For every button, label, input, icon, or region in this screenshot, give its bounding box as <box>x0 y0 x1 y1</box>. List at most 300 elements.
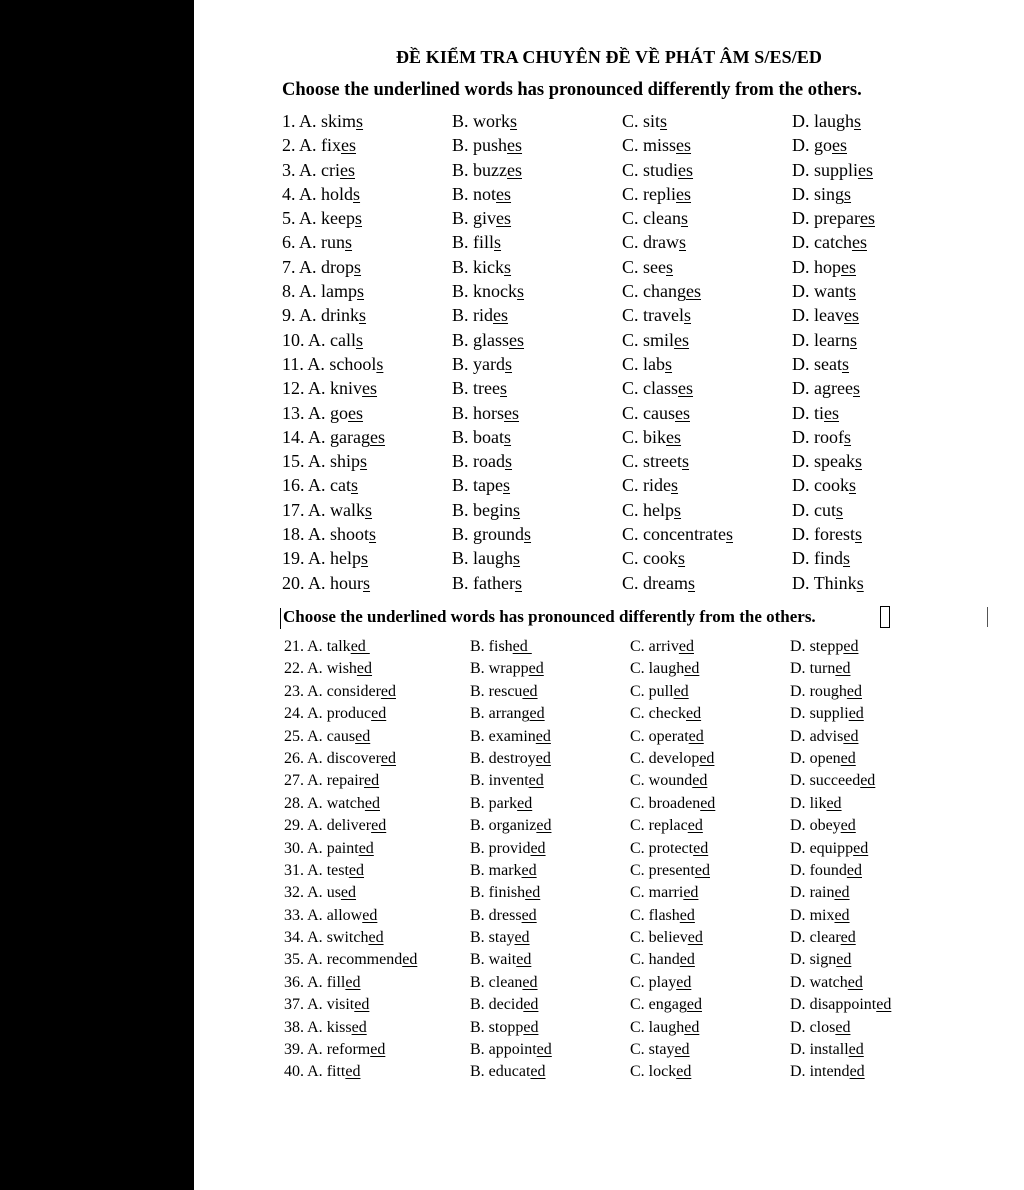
underlined-suffix: ed <box>354 996 370 1014</box>
option-d: D. cleared <box>790 929 856 947</box>
question-row <box>282 133 932 157</box>
option-d: D. laughs <box>792 111 862 131</box>
word-stem: present <box>648 861 695 879</box>
underlined-suffix: es <box>509 329 525 350</box>
option-c: C. protected <box>630 839 709 857</box>
option-d: D. opened <box>790 749 856 767</box>
underlined-suffix: ed <box>522 682 538 700</box>
option-c: C. studies <box>622 159 694 180</box>
question-number: 13. <box>282 402 305 423</box>
underlined-suffix: s <box>849 475 857 496</box>
option-d: D. cuts <box>792 499 844 520</box>
underlined-suffix: ed <box>370 1041 386 1059</box>
option-a: 37. A. visited <box>284 996 370 1014</box>
question-row <box>284 905 930 927</box>
underlined-suffix: ed <box>356 660 373 678</box>
word-stem: cut <box>814 499 836 520</box>
underlined-suffix: es <box>507 135 523 156</box>
question-number: 29. <box>284 817 304 835</box>
option-d: D. goes <box>792 135 847 156</box>
word-stem: deliver <box>326 817 372 835</box>
underlined-suffix: s <box>678 548 686 569</box>
word-stem: disappoint <box>809 996 877 1014</box>
underlined-suffix: s <box>351 475 359 496</box>
underlined-suffix: ed <box>848 1041 864 1059</box>
question-row <box>282 109 932 133</box>
word-stem: chang <box>643 281 686 302</box>
underlined-suffix: es <box>340 159 355 180</box>
word-stem: stay <box>648 1041 675 1059</box>
option-a: 31. A. tested <box>284 861 365 879</box>
underlined-suffix: ed <box>699 749 715 767</box>
underlined-suffix: s <box>680 208 688 229</box>
option-b: B. wrapped <box>470 660 544 678</box>
question-row <box>284 1061 930 1083</box>
option-c: C. operated <box>630 727 704 745</box>
option-b: B. fished <box>470 638 532 655</box>
word-stem: call <box>330 329 356 350</box>
question-number: 14. <box>282 426 305 447</box>
word-stem: sign <box>809 951 837 969</box>
option-d: D. signed <box>790 951 852 969</box>
underlined-suffix: s <box>356 111 364 131</box>
option-a: 23. A. considered <box>284 682 396 700</box>
word-stem: cook <box>814 475 849 496</box>
underlined-suffix: s <box>500 378 508 399</box>
option-d: D. seats <box>792 353 849 374</box>
option-d: D. obeyed <box>790 817 856 835</box>
underlined-suffix: ed <box>679 951 695 969</box>
question-row <box>282 206 932 230</box>
underlined-suffix: ed <box>846 682 862 700</box>
option-c: C. travels <box>622 305 692 326</box>
option-b: B. decided <box>470 996 539 1014</box>
underlined-suffix: s <box>513 499 521 520</box>
option-d: D. supplied <box>790 705 864 723</box>
section1-questions <box>282 109 932 595</box>
option-c: C. cooks <box>622 548 686 569</box>
underlined-suffix: ed <box>836 951 852 969</box>
question-row <box>284 860 930 882</box>
underlined-suffix: ed <box>684 660 700 678</box>
option-d: D. learns <box>792 329 857 350</box>
underlined-suffix: ed <box>350 638 370 655</box>
word-stem: appoint <box>488 1041 537 1059</box>
underlined-suffix: ed <box>684 1018 700 1036</box>
option-b: B. kicks <box>452 256 512 277</box>
underlined-suffix: ed <box>535 749 551 767</box>
option-a: 8. A. lamps <box>282 281 365 302</box>
option-b: B. parked <box>470 794 533 812</box>
word-stem: dream <box>643 572 688 593</box>
underlined-suffix: ed <box>536 817 552 835</box>
question-number: 33. <box>284 906 304 924</box>
option-d: D. roofs <box>792 426 852 447</box>
word-stem: found <box>809 861 847 879</box>
underlined-suffix: es <box>370 426 385 447</box>
underlined-suffix: es <box>832 135 847 156</box>
underlined-suffix: s <box>524 524 532 545</box>
word-stem: forest <box>814 524 855 545</box>
option-b: B. marked <box>470 861 537 879</box>
word-stem: father <box>473 572 515 593</box>
word-stem: seat <box>814 353 842 374</box>
question-row <box>282 376 932 400</box>
word-stem: stepp <box>809 638 844 655</box>
question-row <box>282 352 932 376</box>
underlined-suffix: ed <box>521 906 537 924</box>
word-stem: caus <box>643 402 675 423</box>
underlined-suffix: es <box>824 402 840 423</box>
question-row <box>284 994 930 1016</box>
underlined-suffix: ed <box>364 794 380 812</box>
underlined-suffix: ed <box>348 861 365 879</box>
word-stem: studi <box>643 159 679 180</box>
question-row <box>284 793 930 815</box>
word-stem: class <box>643 378 679 399</box>
word-stem: laugh <box>814 111 854 131</box>
underlined-suffix: s <box>844 426 852 447</box>
word-stem: turn <box>809 660 836 678</box>
option-d: D. prepares <box>792 208 875 229</box>
word-stem: wrapp <box>488 660 529 678</box>
underlined-suffix: ed <box>687 817 703 835</box>
word-stem: not <box>473 183 497 204</box>
question-row <box>282 473 932 497</box>
word-stem: want <box>814 281 849 302</box>
option-a: 16. A. cats <box>282 475 359 496</box>
option-c: C. presented <box>630 861 710 879</box>
question-number: 8. <box>282 281 296 302</box>
underlined-suffix: ed <box>528 772 544 790</box>
word-stem: glass <box>473 329 510 350</box>
option-d: D. closed <box>790 1018 851 1036</box>
option-a: 9. A. drinks <box>282 305 367 326</box>
option-b: B. buzzes <box>452 159 522 180</box>
word-stem: obey <box>809 817 841 835</box>
underlined-suffix: ed <box>380 749 396 767</box>
question-row <box>282 255 932 279</box>
word-stem: lamp <box>321 281 358 302</box>
underlined-suffix: ed <box>528 660 544 678</box>
option-c: C. misses <box>622 135 692 156</box>
option-d: D. founded <box>790 861 862 879</box>
underlined-suffix: ed <box>693 839 709 857</box>
word-stem: decid <box>488 996 524 1014</box>
paragraph-mark-box <box>880 606 890 628</box>
word-stem: examin <box>488 727 536 745</box>
word-stem: watch <box>326 794 365 812</box>
word-stem: rid <box>473 305 494 326</box>
option-a: 38. A. kissed <box>284 1018 367 1036</box>
underlined-suffix: ed <box>674 1041 690 1059</box>
option-d: D. ties <box>792 402 840 423</box>
option-d: D. wants <box>792 281 857 302</box>
word-stem: flash <box>648 906 680 924</box>
underlined-suffix: ed <box>525 884 541 902</box>
option-a: 4. A. holds <box>282 183 361 204</box>
option-b: B. rides <box>452 305 509 326</box>
word-stem: tape <box>473 475 503 496</box>
option-b: B. glasses <box>452 329 525 350</box>
question-row <box>284 703 930 725</box>
option-b: B. stopped <box>470 1018 539 1036</box>
word-stem: help <box>643 499 675 520</box>
underlined-suffix: ed <box>835 660 851 678</box>
option-b: B. rescued <box>470 682 538 700</box>
option-a: 29. A. delivered <box>284 817 387 835</box>
word-stem: cri <box>321 159 340 180</box>
word-stem: park <box>488 794 518 812</box>
option-c: C. sits <box>622 111 668 131</box>
question-number: 31. <box>284 861 304 879</box>
word-stem: stopp <box>488 1018 524 1036</box>
option-b: B. waited <box>470 951 532 969</box>
option-c: C. flashed <box>630 906 695 924</box>
underlined-suffix: s <box>671 475 679 496</box>
word-stem: kick <box>473 256 505 277</box>
word-stem: road <box>473 451 505 472</box>
word-stem: invent <box>488 772 529 790</box>
word-stem: miss <box>643 135 677 156</box>
option-d: D. catches <box>792 232 867 253</box>
option-c: C. played <box>630 973 692 991</box>
underlined-suffix: s <box>357 281 365 302</box>
word-stem: leav <box>814 305 844 326</box>
underlined-suffix: ed <box>683 884 699 902</box>
underlined-suffix: es <box>858 159 874 180</box>
underlined-suffix: s <box>359 305 367 326</box>
question-number: 3. <box>282 159 296 180</box>
option-a: 21. A. talked <box>284 638 370 655</box>
word-stem: broaden <box>648 794 701 812</box>
underlined-suffix: s <box>674 499 682 520</box>
option-d: D. mixed <box>790 906 850 924</box>
word-stem: hour <box>330 572 364 593</box>
question-number: 11. <box>282 353 304 374</box>
option-c: C. helps <box>622 499 682 520</box>
underlined-suffix: ed <box>826 794 842 812</box>
question-number: 39. <box>284 1041 304 1059</box>
word-stem: mark <box>488 861 522 879</box>
word-stem: shoot <box>330 524 370 545</box>
question-number: 5. <box>282 208 296 229</box>
underlined-suffix: s <box>688 572 696 593</box>
option-b: B. boats <box>452 426 512 447</box>
underlined-suffix: es <box>507 159 522 180</box>
option-a: 7. A. drops <box>282 256 362 277</box>
word-stem: engag <box>648 996 687 1014</box>
underlined-suffix: es <box>496 183 512 204</box>
question-row <box>284 681 930 703</box>
word-stem: hold <box>321 183 354 204</box>
option-d: D. intended <box>790 1063 865 1081</box>
margin-marker <box>987 607 988 627</box>
underlined-suffix: es <box>859 208 875 229</box>
option-d: D. liked <box>790 794 842 812</box>
question-number: 20. <box>282 572 305 593</box>
underlined-suffix: ed <box>686 996 702 1014</box>
option-b: B. horses <box>452 402 520 423</box>
question-row <box>284 1039 930 1061</box>
option-b: B. works <box>452 111 518 131</box>
option-a: 10. A. calls <box>282 329 364 350</box>
question-row <box>282 230 932 254</box>
word-stem: marri <box>648 884 684 902</box>
word-stem: install <box>809 1041 849 1059</box>
question-number: 24. <box>284 705 304 723</box>
word-stem: educat <box>488 1063 531 1081</box>
word-stem: rough <box>809 682 847 700</box>
word-stem: fill <box>326 973 346 991</box>
word-stem: laugh <box>648 660 685 678</box>
option-b: B. invented <box>470 772 544 790</box>
word-stem: test <box>326 861 349 879</box>
underlined-suffix: ed <box>523 1018 539 1036</box>
underlined-suffix: ed <box>835 1018 851 1036</box>
word-stem: laugh <box>473 548 514 569</box>
word-stem: operat <box>648 727 689 745</box>
underlined-suffix: es <box>678 378 694 399</box>
word-stem: agree <box>814 378 853 399</box>
word-stem: stay <box>488 929 515 947</box>
option-d: D. leaves <box>792 305 859 326</box>
underlined-suffix: es <box>348 402 364 423</box>
option-c: C. checked <box>630 705 702 723</box>
option-a: 22. A. wished <box>284 660 373 678</box>
underlined-suffix: ed <box>362 906 378 924</box>
question-number: 7. <box>282 256 296 277</box>
question-row <box>282 328 932 352</box>
option-d: D. supplies <box>792 159 874 180</box>
question-number: 30. <box>284 839 304 857</box>
question-row <box>282 182 932 206</box>
option-c: C. cleans <box>622 208 688 229</box>
option-c: C. concentrates <box>622 524 733 545</box>
question-row <box>284 636 930 658</box>
underlined-suffix: s <box>682 451 690 472</box>
word-stem: paint <box>326 839 359 857</box>
underlined-suffix: ed <box>846 861 862 879</box>
word-stem: hop <box>814 256 841 277</box>
question-row <box>282 498 932 522</box>
underlined-suffix: s <box>503 475 511 496</box>
option-a: 13. A. goes <box>282 402 364 423</box>
word-stem: catch <box>814 232 852 253</box>
option-a: 36. A. filled <box>284 973 361 991</box>
underlined-suffix: s <box>666 256 674 277</box>
option-a: 15. A. ships <box>282 451 368 472</box>
word-stem: street <box>643 451 682 472</box>
word-stem: drink <box>321 305 360 326</box>
word-stem: suppli <box>814 159 859 180</box>
option-d: D. sings <box>792 183 852 204</box>
underlined-suffix: s <box>361 548 369 569</box>
word-stem: clos <box>809 1018 836 1036</box>
option-a: 20. A. hours <box>282 572 371 593</box>
option-b: B. laughs <box>452 548 521 569</box>
underlined-suffix: s <box>504 426 512 447</box>
underlined-suffix: ed <box>834 884 850 902</box>
document-page[interactable] <box>194 0 1024 1190</box>
underlined-suffix: es <box>843 305 859 326</box>
word-stem: switch <box>326 929 369 947</box>
underlined-suffix: es <box>678 159 694 180</box>
option-d: D. finds <box>792 548 851 569</box>
question-row <box>284 838 930 860</box>
word-stem: recommend <box>326 951 403 969</box>
underlined-suffix: s <box>836 499 844 520</box>
option-b: B. roads <box>452 451 513 472</box>
underlined-suffix: ed <box>530 839 546 857</box>
word-stem: talk <box>326 638 351 655</box>
underlined-suffix: ed <box>345 973 361 991</box>
option-c: C. sees <box>622 256 674 277</box>
underlined-suffix: s <box>356 329 364 350</box>
word-stem: equipp <box>809 839 854 857</box>
option-b: B. appointed <box>470 1041 552 1059</box>
question-number: 38. <box>284 1018 304 1036</box>
word-stem: finish <box>488 884 526 902</box>
word-stem: laugh <box>648 1018 685 1036</box>
word-stem: speak <box>814 451 855 472</box>
underlined-suffix: ed <box>345 1063 361 1081</box>
option-b: B. dressed <box>470 906 537 924</box>
word-stem: watch <box>809 973 848 991</box>
option-a: 3. A. cries <box>282 159 355 180</box>
word-stem: dress <box>488 906 522 924</box>
question-number: 17. <box>282 499 305 520</box>
question-row <box>282 522 932 546</box>
underlined-suffix: ed <box>402 951 418 969</box>
underlined-suffix: s <box>510 111 518 131</box>
word-stem: ship <box>330 451 361 472</box>
word-stem: learn <box>814 329 850 350</box>
option-d: D. cooks <box>792 475 857 496</box>
word-stem: wait <box>488 951 517 969</box>
option-c: C. handed <box>630 951 695 969</box>
underlined-suffix: s <box>345 232 353 253</box>
underlined-suffix: ed <box>517 794 533 812</box>
word-stem: push <box>473 135 508 156</box>
underlined-suffix: ed <box>840 817 856 835</box>
word-stem: knock <box>473 281 518 302</box>
question-row <box>284 770 930 792</box>
underlined-suffix: ed <box>676 1063 692 1081</box>
option-b: B. pushes <box>452 135 523 156</box>
underlined-suffix: s <box>355 208 363 229</box>
underlined-suffix: ed <box>694 861 710 879</box>
option-c: C. dreams <box>622 572 696 593</box>
option-a: 28. A. watched <box>284 794 380 812</box>
question-number: 37. <box>284 996 304 1014</box>
option-c: C. pulled <box>630 682 689 700</box>
question-number: 2. <box>282 135 296 156</box>
option-b: B. organized <box>470 817 552 835</box>
option-b: B. tapes <box>452 475 511 496</box>
question-number: 28. <box>284 794 304 812</box>
underlined-suffix: ed <box>849 1063 865 1081</box>
question-number: 9. <box>282 305 296 326</box>
option-a: 34. A. switched <box>284 929 384 947</box>
option-c: C. broadened <box>630 794 716 812</box>
word-stem: buzz <box>473 159 507 180</box>
option-c: C. wounded <box>630 772 708 790</box>
question-row <box>284 882 930 904</box>
question-row <box>284 726 930 748</box>
underlined-suffix: ed <box>678 638 694 655</box>
word-stem: cat <box>330 475 351 496</box>
